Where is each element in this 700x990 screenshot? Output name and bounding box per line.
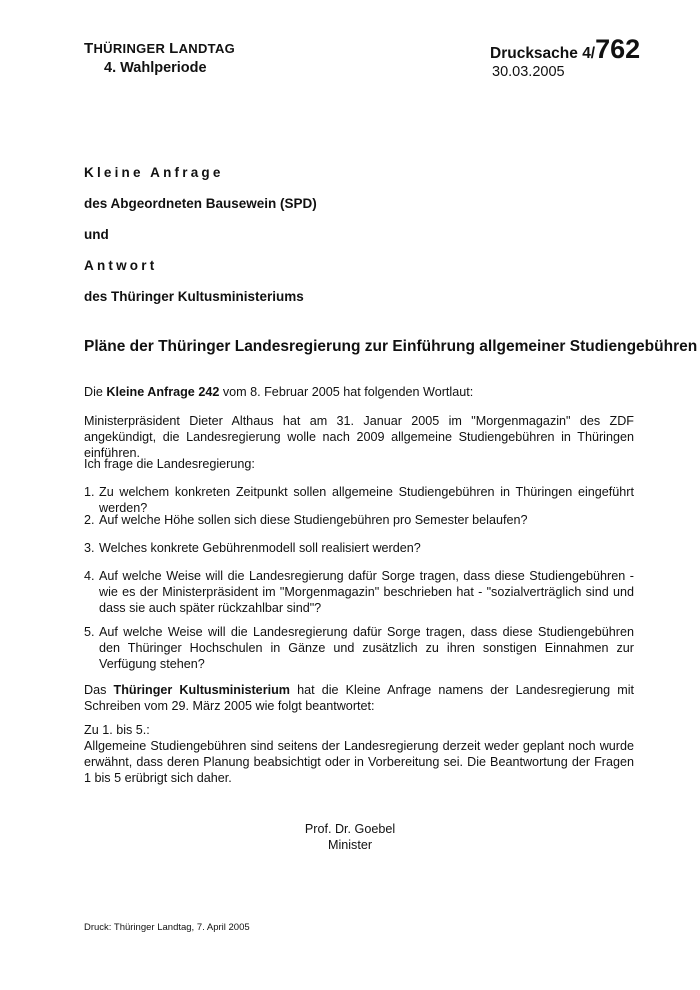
ich-frage: Ich frage die Landesregierung: [84, 457, 255, 471]
question-item: 1. Zu welchem konkreten Zeitpunkt sollen allgemeine Studiengebühren in Thüringen eingeführt werden? [84, 485, 634, 515]
print-footer: Druck: Thüringer Landtag, 7. April 2005 [84, 922, 250, 933]
und-line: und [84, 227, 109, 242]
wahlperiode: 4. Wahlperiode [104, 60, 207, 76]
drucksache-date: 30.03.2005 [492, 64, 565, 80]
antwort-heading: Antwort [84, 258, 158, 273]
question-list [84, 624, 634, 672]
wortlaut-intro: Die Kleine Anfrage 242 vom 8. Februar 2005 hat folgenden Wortlaut: [84, 385, 474, 399]
question-list [84, 512, 634, 528]
landtag-name: THÜRINGER LANDTAG [84, 40, 236, 57]
answer-label: Zu 1. bis 5.: [84, 723, 150, 737]
question-item: 2. Auf welche Höhe sollen sich diese Studiengebühren pro Semester belaufen? [84, 513, 528, 527]
question-list [84, 568, 634, 616]
question-context: Ministerpräsident Dieter Althaus hat am 31. Januar 2005 im "Morgenmagazin" des ZDF angekündigt, die Landesregierung wolle nach 2009 allgemeine Studiengebühren in Thüringen einführen. [84, 414, 634, 460]
question-item: 3. Welches konkrete Gebührenmodell soll realisiert werden? [84, 541, 421, 555]
kleine-anfrage-heading: Kleine Anfrage [84, 165, 224, 180]
document-title: Pläne der Thüringer Landesregierung zur Einführung allgemeiner Studiengebühren [84, 338, 698, 355]
header-institution [84, 40, 235, 76]
question-item: 5. Auf welche Weise will die Landesregierung dafür Sorge tragen, dass diese Studiengebühren den Thüringer Hochschulen in Gänze und zusätzlich zu ihren sonstigen Einnahmen zur Verfügung stehen? [84, 625, 634, 671]
signatory-role: Minister [327, 838, 373, 852]
question-item: 4. Auf welche Weise will die Landesregierung dafür Sorge tragen, dass diese Studiengebühren - wie es der Ministerpräsident im "Morgenmagazin" beschrieben hat - "sozialverträglich sind und dass sie auch später rückzahlbar sind"? [84, 569, 634, 615]
drucksache-number: 762 [595, 34, 641, 64]
answer-intro: Das Thüringer Kultusministerium hat die Kleine Anfrage namens der Landesregierung mit Schreiben vom 29. März 2005 wie folgt beantwortet: [84, 683, 635, 713]
signatory-name: Prof. Dr. Goebel [304, 822, 396, 836]
header-drucksache [490, 34, 640, 80]
question-list [84, 540, 634, 556]
ministerium-line: des Thüringer Kultusministeriums [84, 289, 304, 304]
answer-text: Allgemeine Studiengebühren sind seitens der Landesregierung derzeit weder geplant noch wurde erwähnt, dass deren Planung beabsichtigt oder in Vorbereitung sei. Die Beantwortung der Fragen 1 bis 5 erübrigt sich daher. [84, 739, 634, 785]
abgeordneter-line: des Abgeordneten Bausewein (SPD) [84, 196, 317, 211]
drucksache-label: Drucksache 4/ [490, 45, 596, 62]
signature-block [0, 821, 700, 853]
